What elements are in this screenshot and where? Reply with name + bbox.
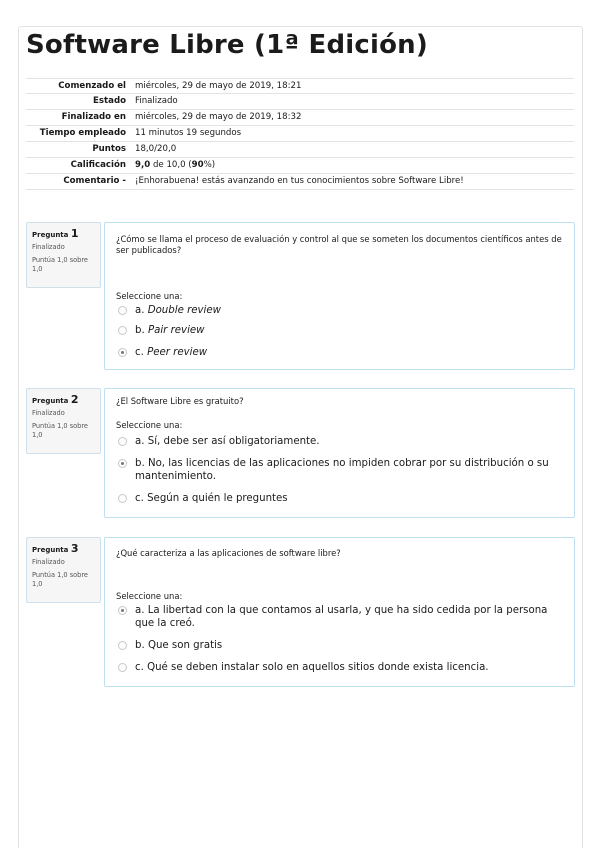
question-state: Finalizado xyxy=(32,558,65,566)
summary-row-grade xyxy=(26,158,574,174)
select-one-prompt: Seleccione una: xyxy=(116,291,183,301)
option-text: La libertad con la que contamos al usarla, y que ha sido cedida por la persona que la creó. xyxy=(135,605,548,629)
option-text: Pair review xyxy=(147,325,205,336)
summary-value: miércoles, 29 de mayo de 2019, 18:32 xyxy=(135,112,302,122)
question-1-info xyxy=(26,222,101,288)
question-2-info xyxy=(26,388,101,454)
radio-button-selected[interactable] xyxy=(118,606,127,615)
summary-row-started xyxy=(26,78,574,94)
summary-row-comment xyxy=(26,174,574,190)
question-grade: Puntúa 1,0 sobre 1,0 xyxy=(32,571,88,588)
radio-button[interactable] xyxy=(118,663,127,672)
question-number xyxy=(32,542,95,555)
question-grade: Puntúa 1,0 sobre 1,0 xyxy=(32,422,88,439)
question-text: ¿El Software Libre es gratuito? xyxy=(116,396,244,406)
summary-value: miércoles, 29 de mayo de 2019, 18:21 xyxy=(135,81,302,91)
summary-row-state xyxy=(26,94,574,110)
summary-row-points xyxy=(26,142,574,158)
radio-button-selected[interactable] xyxy=(118,459,127,468)
radio-button[interactable] xyxy=(118,494,127,503)
summary-label: Calificación xyxy=(70,160,126,170)
summary-value: 11 minutos 19 segundos xyxy=(135,128,242,138)
radio-button[interactable] xyxy=(118,326,127,335)
select-one-prompt: Seleccione una: xyxy=(116,420,183,430)
option-text: Peer review xyxy=(147,347,208,358)
option-text: Que son gratis xyxy=(147,640,223,651)
question-3-info xyxy=(26,537,101,603)
question-word: Pregunta xyxy=(32,397,69,405)
attempt-summary-table xyxy=(26,78,574,190)
summary-label: Finalizado en xyxy=(61,112,126,122)
option-text: Qué se deben instalar solo en aquellos sitios donde exista licencia. xyxy=(147,662,489,673)
option-letter: a. xyxy=(135,305,148,316)
option-letter: c. xyxy=(135,347,148,358)
question-number-value: 3 xyxy=(70,542,79,555)
option-text: Double review xyxy=(147,305,221,316)
grade-percent: 90 xyxy=(191,160,204,170)
question-number xyxy=(32,393,95,406)
question-1-content xyxy=(104,222,575,370)
option-letter: c. xyxy=(135,493,148,504)
option-text: No, las licencias de las aplicaciones no impiden cobrar por su distribución o su mantenimiento. xyxy=(135,458,549,482)
question-text: ¿Cómo se llama el proceso de evaluación y control al que se someten los documentos científicos antes de ser publicados? xyxy=(116,234,562,255)
option-letter: c. xyxy=(135,662,148,673)
summary-value xyxy=(135,158,215,173)
summary-value: ¡Enhorabuena! estás avanzando en tus conocimientos sobre Software Libre! xyxy=(135,176,464,186)
question-text: ¿Qué caracteriza a las aplicaciones de software libre? xyxy=(116,548,341,558)
option-text: Sí, debe ser así obligatoriamente. xyxy=(147,436,320,447)
summary-label: Estado xyxy=(93,96,126,106)
page-title: Software Libre (1ª Edición) xyxy=(26,30,428,60)
option-letter: a. xyxy=(135,605,148,616)
summary-value: Finalizado xyxy=(135,96,178,106)
option-letter: a. xyxy=(135,436,148,447)
summary-row-finished xyxy=(26,110,574,126)
radio-button-selected[interactable] xyxy=(118,348,127,357)
grade-out-of: de 10,0 ( xyxy=(150,160,192,170)
question-3-content xyxy=(104,537,575,687)
question-state: Finalizado xyxy=(32,409,65,417)
summary-label: Tiempo empleado xyxy=(39,128,126,138)
summary-label: Comentario - xyxy=(63,176,126,186)
question-state: Finalizado xyxy=(32,243,65,251)
summary-label: Puntos xyxy=(92,144,126,154)
radio-button[interactable] xyxy=(118,437,127,446)
question-word: Pregunta xyxy=(32,546,69,554)
question-grade: Puntúa 1,0 sobre 1,0 xyxy=(32,256,88,273)
radio-button[interactable] xyxy=(118,641,127,650)
option-letter: b. xyxy=(135,458,148,469)
question-number-value: 1 xyxy=(70,227,79,240)
summary-row-time-taken xyxy=(26,126,574,142)
radio-button[interactable] xyxy=(118,306,127,315)
option-text: Según a quién le preguntes xyxy=(147,493,288,504)
question-word: Pregunta xyxy=(32,231,69,239)
summary-label: Comenzado el xyxy=(58,81,126,91)
option-letter: b. xyxy=(135,640,148,651)
question-2-content xyxy=(104,388,575,518)
grade-value: 9,0 xyxy=(135,160,151,170)
question-number-value: 2 xyxy=(70,393,79,406)
grade-close: %) xyxy=(203,160,216,170)
option-letter: b. xyxy=(135,325,148,336)
select-one-prompt: Seleccione una: xyxy=(116,591,183,601)
question-number xyxy=(32,227,95,240)
summary-value: 18,0/20,0 xyxy=(135,144,177,154)
